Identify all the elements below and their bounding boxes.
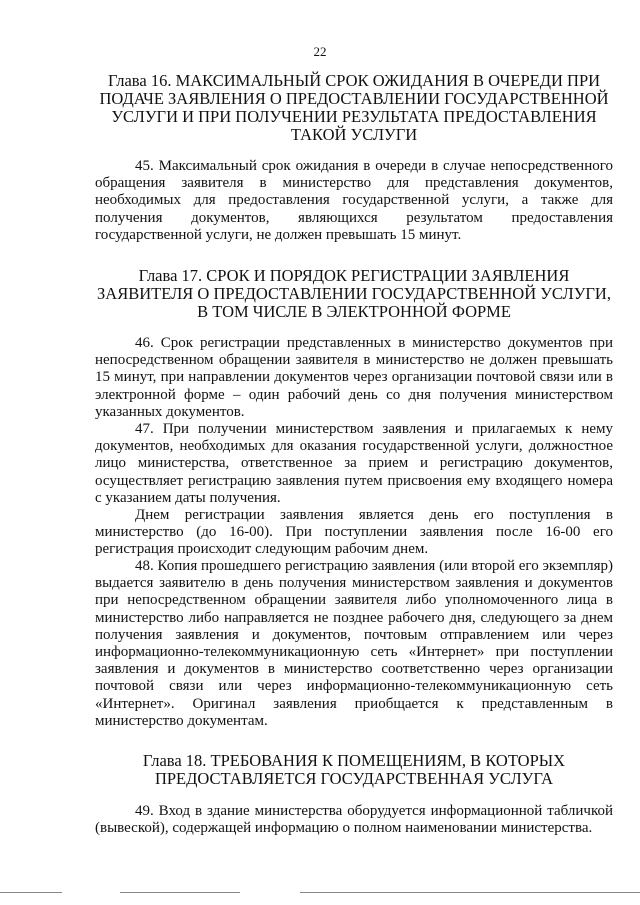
bottom-rule-middle [120, 892, 240, 893]
bottom-rule-left [0, 892, 62, 893]
paragraph-registration-day: Днем регистрации заявления является день его поступления в министерство (до 16-00). При поступлении заявления после 16-00 его регистрация происходит следующим рабочим днем. [95, 507, 613, 558]
bottom-rule-right [300, 892, 640, 893]
chapter-16-heading: Глава 16. МАКСИМАЛЬНЫЙ СРОК ОЖИДАНИЯ В ОЧЕРЕДИ ПРИ ПОДАЧЕ ЗАЯВЛЕНИЯ О ПРЕДОСТАВЛЕНИИ ГОСУДАРСТВЕННОЙ УСЛУГИ И ПРИ ПОЛУЧЕНИИ РЕЗУЛЬТАТА ПРЕДОСТАВЛЕНИЯ ТАКОЙ УСЛУГИ [99, 71, 609, 144]
paragraph-48: 48. Копия прошедшего регистрацию заявления (или второй его экземпляр) выдается заявителю в день получения министерством заявления и документов при непосредственном обращении заявителя либо уполномоченного лица в министерство либо направляется не позднее рабочего дня, следующего за днем получения заявления и документов, почтовым отправлением или через информационно-телекоммуникационную сеть «Интернет» при поступлении заявления и документов в министерство соответственно через организации почтовой связи или через информационно-телекоммуникационную сеть «Интернет». Оригинал заявления приобщается к представленным в министерство документам. [95, 558, 613, 729]
paragraph-46: 46. Срок регистрации представленных в министерство документов при непосредственном обращении заявителя в министерство не должен превышать 15 минут, при направлении документов через организации почтовой связи или в электронной форме – один рабочий день со дня получения министерством указанных документов. [95, 335, 613, 420]
paragraph-47: 47. При получении министерством заявления и прилагаемых к нему документов, необходимых для оказания государственной услуги, должностное лицо министерства, ответственное за прием и регистрацию документов, осуществляет регистрацию заявления путем присвоения ему входящего номера с указанием даты получения. [95, 421, 613, 506]
page-number: 22 [313, 44, 327, 59]
chapter-18-heading: Глава 18. ТРЕБОВАНИЯ К ПОМЕЩЕНИЯМ, В КОТОРЫХ ПРЕДОСТАВЛЯЕТСЯ ГОСУДАРСТВЕННАЯ УСЛУГА [142, 751, 566, 788]
paragraph-45: 45. Максимальный срок ожидания в очереди в случае непосредственного обращения заявителя в министерство для представления документов, необходимых для предоставления государственной услуги, а также для получения документов, являющихся результатом предоставления государственной услуги, не должен превышать 15 минут. [95, 158, 613, 243]
chapter-17-heading: Глава 17. СРОК И ПОРЯДОК РЕГИСТРАЦИИ ЗАЯВЛЕНИЯ ЗАЯВИТЕЛЯ О ПРЕДОСТАВЛЕНИИ ГОСУДАРСТВЕННОЙ УСЛУГИ, В ТОМ ЧИСЛЕ В ЭЛЕКТРОННОЙ ФОРМЕ [97, 266, 611, 321]
paragraph-49: 49. Вход в здание министерства оборудуется информационной табличкой (вывеской), содержащей информацию о полном наименовании министерства. [95, 803, 613, 837]
